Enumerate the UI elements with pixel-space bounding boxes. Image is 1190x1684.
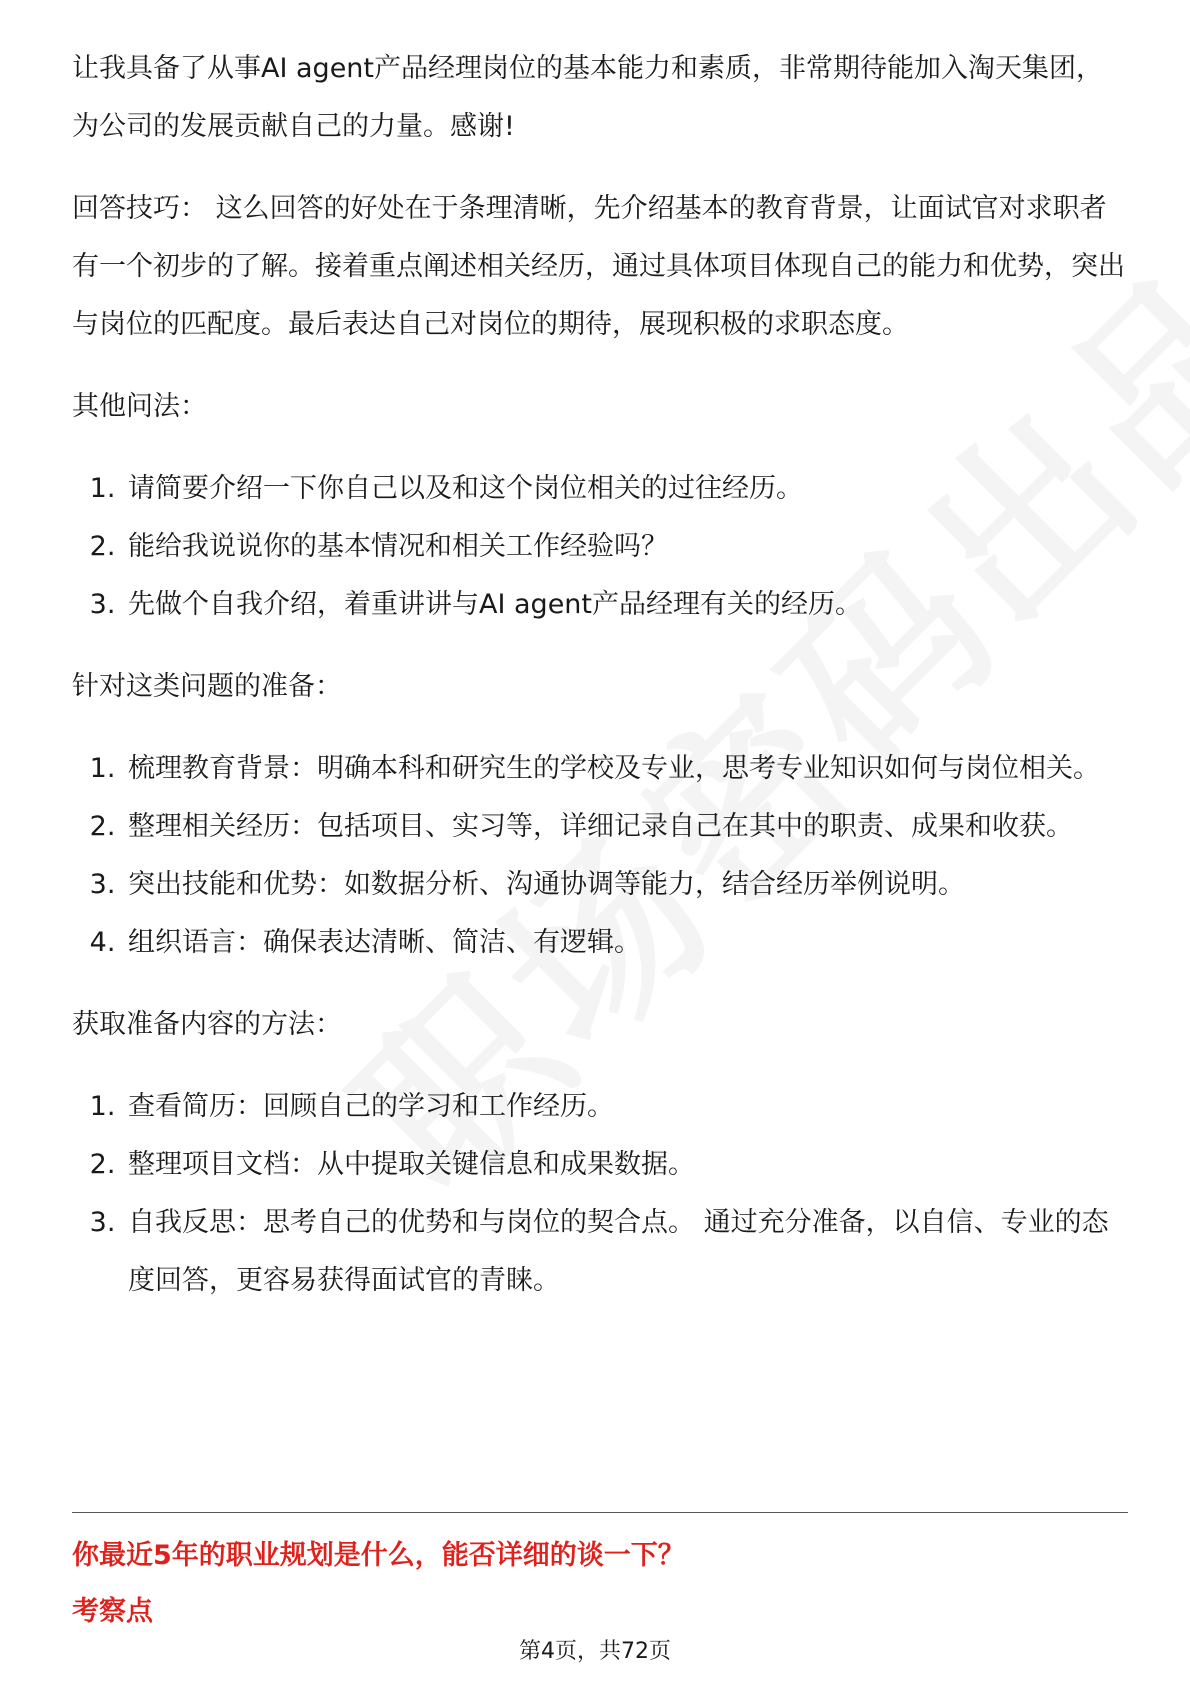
answer-tip-paragraph: 回答技巧： 这么回答的好处在于条理清晰，先介绍基本的教育背景，让面试官对求职者有一个初步的了解。接着重点阐述相关经历，通过具体项目体现自己的能力和优势，突出与岗位的匹配度。最后表达自己对岗位的期待，展现积极的求职态度。 <box>72 193 1125 340</box>
section-divider <box>72 1512 1128 1513</box>
list-item: 2. 整理相关经历：包括项目、实习等，详细记录自己在其中的职责、成果和收获。 <box>124 798 1128 856</box>
next-question-subheading: 考察点 <box>72 1596 153 1627</box>
other-questions-heading: 其他问法： <box>72 391 207 422</box>
list-item: 1. 查看简历：回顾自己的学习和工作经历。 <box>124 1078 1128 1136</box>
preparation-list <box>72 740 1128 972</box>
list-item: 2. 能给我说说你的基本情况和相关工作经验吗？ <box>124 518 1128 576</box>
page-number-footer: 第4页，共72页 <box>519 1639 671 1664</box>
list-item: 2. 整理项目文档：从中提取关键信息和成果数据。 <box>124 1136 1128 1194</box>
document-body <box>72 40 1128 1310</box>
other-questions-list <box>72 460 1128 634</box>
methods-heading: 获取准备内容的方法： <box>72 1009 342 1040</box>
intro-tail-paragraph: 让我具备了从事AI agent产品经理岗位的基本能力和素质，非常期待能加入淘天集团，为公司的发展贡献自己的力量。感谢! <box>72 53 1104 142</box>
list-item: 4. 组织语言：确保表达清晰、简洁、有逻辑。 <box>124 914 1128 972</box>
next-question-title: 你最近5年的职业规划是什么，能否详细的谈一下？ <box>72 1540 685 1571</box>
list-item: 1. 请简要介绍一下你自己以及和这个岗位相关的过往经历。 <box>124 460 1128 518</box>
list-item: 3. 自我反思：思考自己的优势和与岗位的契合点。 通过充分准备，以自信、专业的态度回答，更容易获得面试官的青睐。 <box>124 1194 1128 1310</box>
methods-list <box>72 1078 1128 1310</box>
list-item: 3. 突出技能和优势：如数据分析、沟通协调等能力，结合经历举例说明。 <box>124 856 1128 914</box>
list-item: 1. 梳理教育背景：明确本科和研究生的学校及专业，思考专业知识如何与岗位相关。 <box>124 740 1128 798</box>
preparation-heading: 针对这类问题的准备： <box>72 671 342 702</box>
list-item: 3. 先做个自我介绍，着重讲讲与AI agent产品经理有关的经历。 <box>124 576 1128 634</box>
